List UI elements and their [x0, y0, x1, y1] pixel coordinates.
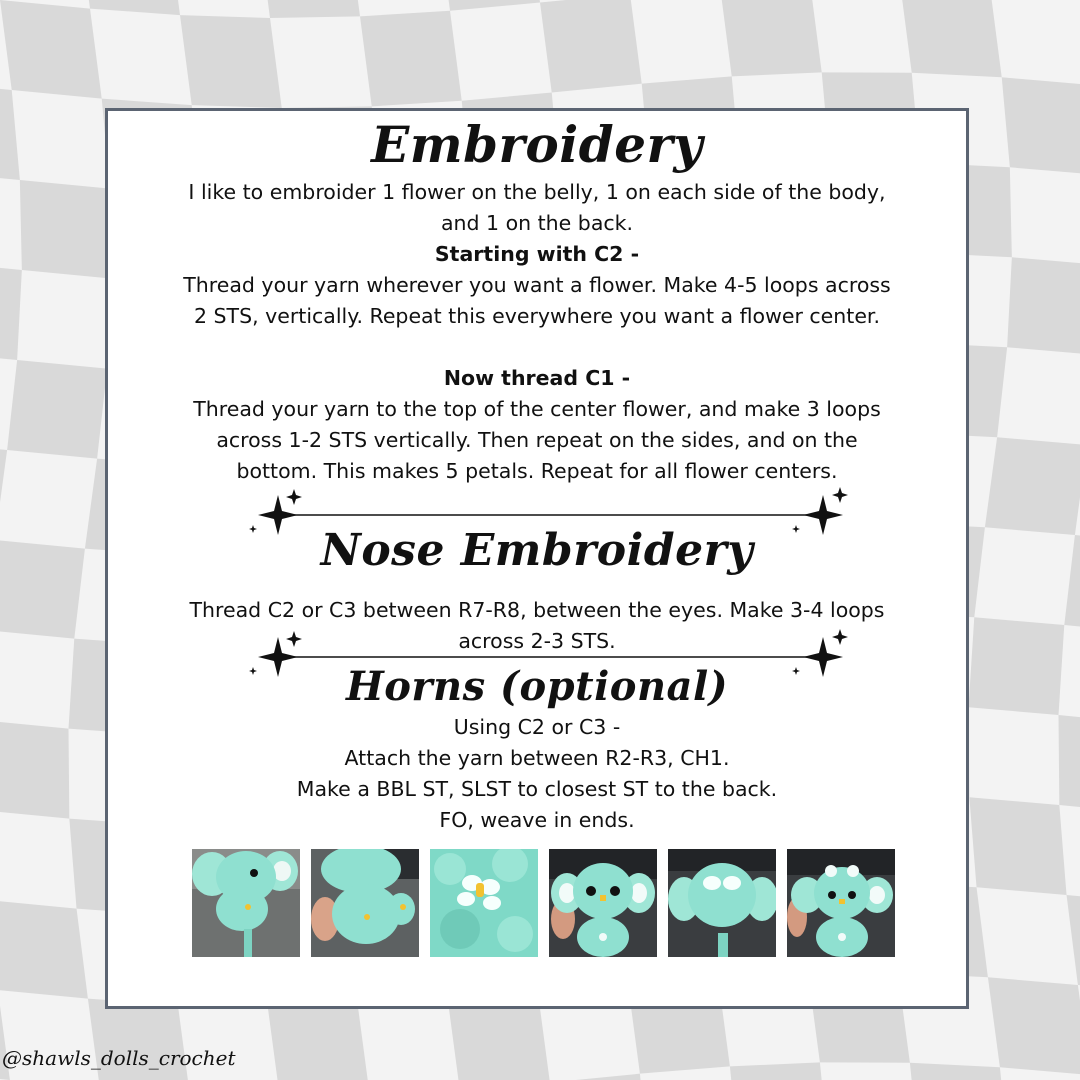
horns-line: Make a BBL ST, SLST to closest ST to the back. [296, 777, 778, 801]
embroidery-title: Embroidery [371, 115, 703, 174]
checker-square [988, 977, 1080, 1075]
sparkle-icon [286, 489, 302, 505]
horns-line: Using C2 or C3 - [453, 715, 621, 739]
photo-elephant-hand [311, 849, 419, 957]
step1-line: Thread your yarn wherever you want a flower. Make 4-5 loops across [183, 273, 891, 297]
checker-square [1058, 715, 1080, 814]
checker-square [720, 0, 822, 76]
checker-square [540, 0, 642, 93]
sparkle-icon [832, 629, 848, 645]
instagram-handle: @shawls_dolls_crochet [2, 1046, 236, 1070]
nose-embroidery-title: Nose Embroidery [320, 525, 754, 576]
horns-line: Attach the yarn between R2-R3, CH1. [344, 746, 730, 770]
checker-square [20, 180, 112, 279]
photo-elephant-front [549, 849, 657, 957]
step2-line: bottom. This makes 5 petals. Repeat for all flower centers. [236, 459, 838, 483]
sparkle-icon [286, 631, 302, 647]
checker-square [1007, 257, 1080, 355]
photo-elephant-back [192, 849, 300, 957]
step1-heading: Starting with C2 - [434, 242, 640, 266]
photo-flower-closeup [430, 849, 538, 957]
sparkle-icon [832, 487, 848, 503]
checker-square [0, 540, 85, 639]
checker-square [968, 617, 1064, 715]
step2-line: across 1-2 STS vertically. Then repeat on the sides, and on the [216, 428, 858, 452]
horns-line: FO, weave in ends. [439, 808, 635, 832]
step2-heading: Now thread C1 - [443, 366, 631, 390]
intro-line: and 1 on the back. [440, 211, 634, 235]
embroidery-section [148, 177, 926, 487]
photo-elephant-top [668, 849, 776, 957]
checker-square [0, 900, 88, 999]
checker-square [360, 11, 462, 107]
instruction-card [105, 108, 969, 1009]
checker-square [985, 437, 1080, 535]
checker-square [258, 0, 360, 18]
checker-square [900, 0, 1002, 77]
checker-square [180, 15, 282, 108]
nose-line: Thread C2 or C3 between R7-R8, between the eyes. Make 3-4 loops [189, 598, 885, 622]
step2-line: Thread your yarn to the top of the center flower, and make 3 loops [193, 397, 881, 421]
checker-square [0, 0, 102, 99]
photo-elephant-horns [787, 849, 895, 957]
intro-line: I like to embroider 1 flower on the belly, 1 on each side of the body, [188, 180, 886, 204]
nose-line: across 2-3 STS. [458, 629, 616, 653]
checker-square [0, 720, 69, 819]
horns-title: Horns (optional) [345, 663, 729, 710]
checker-square [1002, 77, 1080, 175]
spacer [148, 332, 926, 363]
checker-square [7, 360, 107, 459]
checker-square [969, 797, 1066, 895]
photo-strip [192, 849, 902, 959]
step1-line: 2 STS, vertically. Repeat this everywhere you want a flower center. [193, 304, 880, 328]
checker-square [268, 1006, 370, 1080]
horns-section [148, 712, 926, 836]
